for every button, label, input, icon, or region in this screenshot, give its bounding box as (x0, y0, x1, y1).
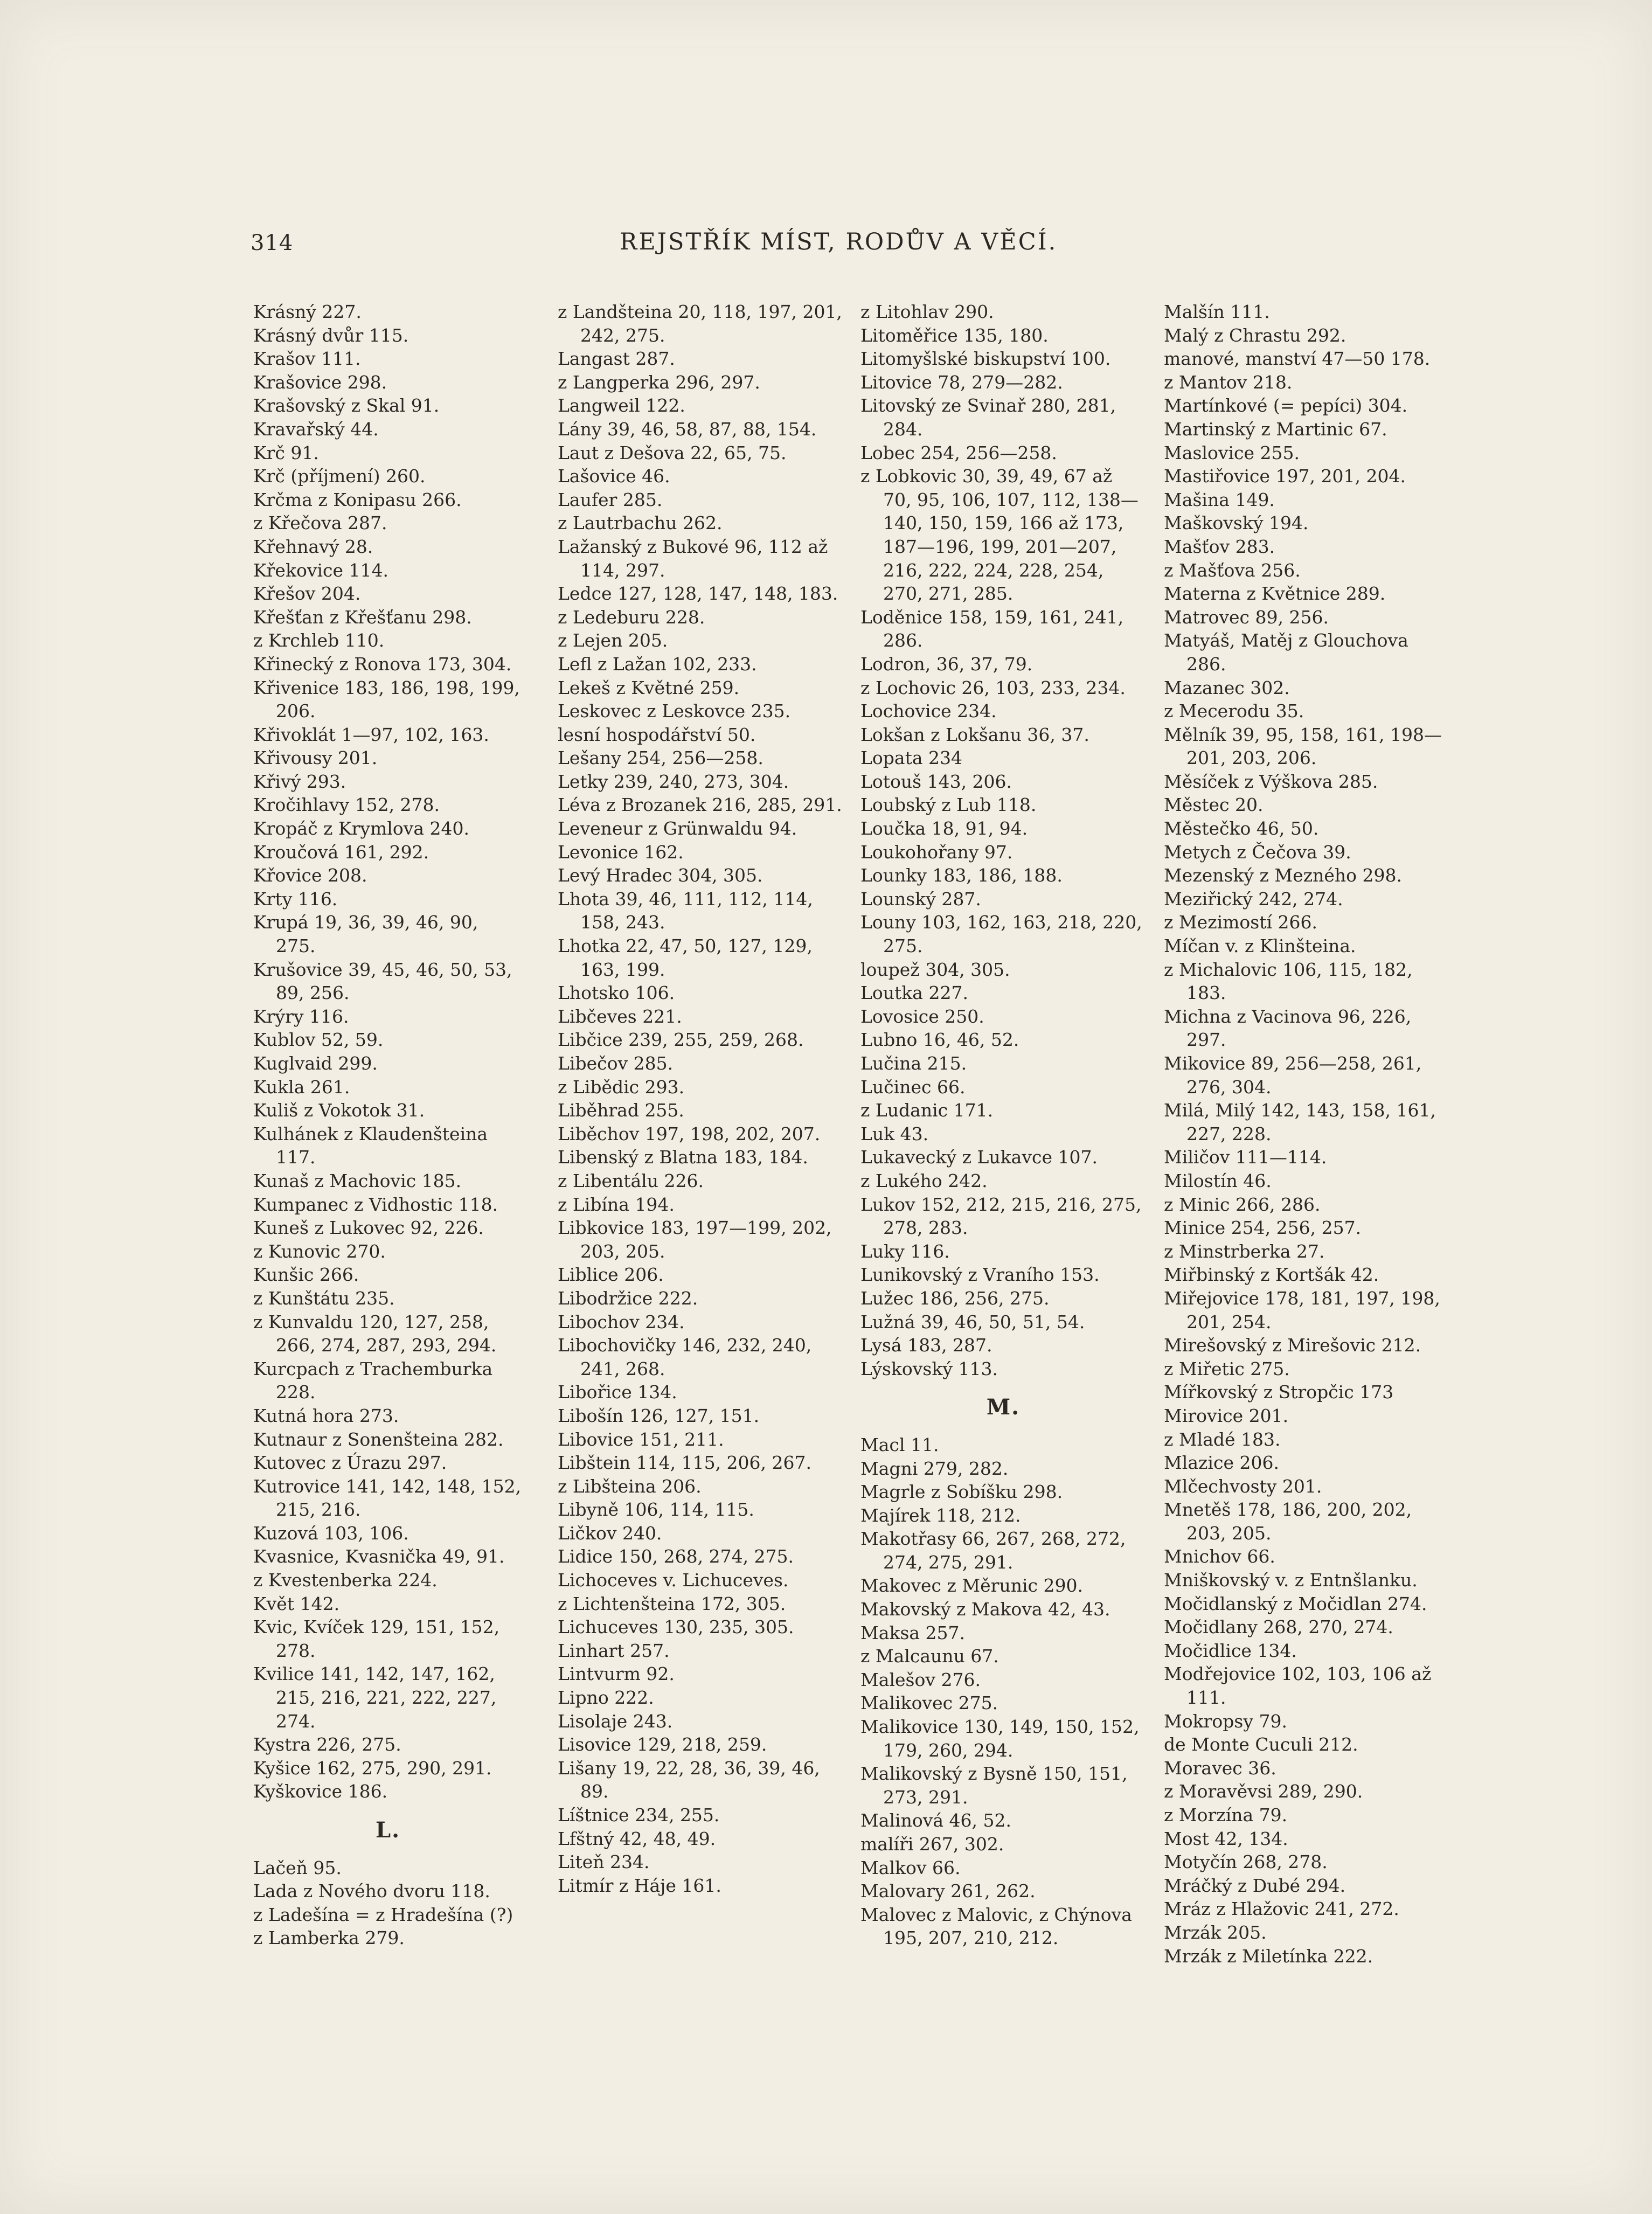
index-entry: z Lamberka 279. (253, 1927, 405, 1949)
index-entry: Kyškovice 186. (253, 1781, 388, 1802)
index-entry: z Mašťova 256. (1164, 559, 1301, 581)
index-entry: z Lichtenšteina 172, 305. (558, 1593, 786, 1614)
index-entry: Loděnice 158, 159, 161, 241, 286. (860, 606, 1124, 651)
index-entry: z Morzína 79. (1164, 1804, 1288, 1826)
index-entry: Lunikovský z Vraního 153. (860, 1264, 1100, 1286)
index-entry: Křovice 208. (253, 865, 367, 886)
index-entry: Luky 116. (860, 1240, 950, 1262)
index-entry: Meziřický 242, 274. (1164, 888, 1343, 910)
index-entry: Libodržice 222. (558, 1287, 698, 1309)
index-entry: Lišany 19, 22, 28, 36, 39, 46, 89. (558, 1757, 820, 1802)
index-entry: Moravec 36. (1164, 1757, 1276, 1779)
index-entry: Magni 279, 282. (860, 1458, 1009, 1479)
index-entry: Louny 103, 162, 163, 218, 220, 275. (860, 912, 1142, 957)
index-entry: Lešany 254, 256—258. (558, 747, 763, 769)
index-entry: Krašov 111. (253, 348, 361, 370)
index-entry: Metych z Čečova 39. (1164, 841, 1351, 863)
index-entry: Lhotsko 106. (558, 982, 675, 1004)
index-entry: Lysá 183, 287. (860, 1335, 992, 1356)
index-entry: Kuneš z Lukovec 92, 226. (253, 1217, 484, 1239)
index-entry: z Libentálu 226. (558, 1170, 704, 1191)
index-entry: Mastiřovice 197, 201, 204. (1164, 466, 1406, 487)
index-entry: Lašovice 46. (558, 466, 670, 487)
index-entry: Městec 20. (1164, 794, 1264, 816)
index-entry: Martínkové (= pepíci) 304. (1164, 395, 1408, 417)
index-entry: Mezenský z Mezného 298. (1164, 865, 1403, 886)
index-entry: Kroučová 161, 292. (253, 841, 429, 863)
index-entry: Magrle z Sobíšku 298. (860, 1481, 1063, 1503)
index-entry: Křekovice 114. (253, 559, 388, 581)
index-entry: Lfštný 42, 48, 49. (558, 1828, 716, 1849)
index-entry: z Miřetic 275. (1164, 1358, 1290, 1379)
index-entry: Kropáč z Krymlova 240. (253, 818, 470, 839)
index-entry: Milostín 46. (1164, 1170, 1272, 1191)
index-entry: Mráčký z Dubé 294. (1164, 1875, 1346, 1896)
index-entry: de Monte Cuculi 212. (1164, 1734, 1358, 1755)
index-entry: Malikovský z Bysně 150, 151, 273, 291. (860, 1763, 1128, 1808)
index-entry: Měsíček z Výškova 285. (1164, 771, 1378, 792)
index-entry: Mokropsy 79. (1164, 1710, 1287, 1732)
index-entry: Litovský ze Svinař 280, 281, 284. (860, 395, 1116, 440)
index-entry: Levonice 162. (558, 841, 684, 863)
index-entry: lesní hospodářství 50. (558, 724, 756, 745)
index-entry: Malý z Chrastu 292. (1164, 324, 1346, 346)
index-entry: Maškovský 194. (1164, 512, 1309, 534)
index-entry: Liblice 206. (558, 1264, 664, 1286)
index-entry: Malkov 66. (860, 1857, 961, 1878)
index-entry: Lefl z Lažan 102, 233. (558, 653, 757, 675)
index-entry: Motyčín 268, 278. (1164, 1851, 1328, 1873)
index-entry: Lada z Nového dvoru 118. (253, 1880, 490, 1902)
index-entry: Malešov 276. (860, 1669, 981, 1690)
index-entry: z Kunštátu 235. (253, 1287, 395, 1309)
index-entry: Malikovice 130, 149, 150, 152, 179, 260, 294. (860, 1716, 1140, 1761)
index-entry: Křešov 204. (253, 583, 361, 605)
index-entry: Kutrovice 141, 142, 148, 152, 215, 216. (253, 1475, 522, 1521)
index-column-3 (860, 300, 1146, 1950)
index-entry: Linhart 257. (558, 1640, 670, 1661)
index-entry: z Libědic 293. (558, 1076, 685, 1098)
index-entry: Libořice 134. (558, 1382, 677, 1403)
index-entry: Mikovice 89, 256—258, 261, 276, 304. (1164, 1053, 1422, 1098)
index-entry: Kunaš z Machovic 185. (253, 1170, 462, 1191)
index-entry: Květ 142. (253, 1593, 340, 1614)
index-entry: Kutnaur z Sonenšteina 282. (253, 1428, 504, 1450)
index-entry: Lintvurm 92. (558, 1663, 675, 1685)
index-entry: Libenský z Blatna 183, 184. (558, 1147, 808, 1168)
index-entry: Maksa 257. (860, 1622, 966, 1643)
index-entry: Miřbinský z Kortšák 42. (1164, 1264, 1379, 1286)
index-entry: Lhota 39, 46, 111, 112, 114, 158, 243. (558, 888, 813, 933)
index-entry: z Mladé 183. (1164, 1428, 1281, 1450)
index-entry: Lačeň 95. (253, 1857, 342, 1878)
index-entry: z Libína 194. (558, 1193, 675, 1215)
index-entry: z Langperka 296, 297. (558, 371, 760, 393)
index-entry: Ličkov 240. (558, 1522, 662, 1544)
index-entry: Liběchov 197, 198, 202, 207. (558, 1123, 821, 1144)
index-entry: Kutovec z Úrazu 297. (253, 1452, 447, 1474)
index-column-1 (253, 300, 523, 1950)
index-entry: Křinecký z Ronova 173, 304. (253, 653, 512, 675)
index-entry: Křivousy 201. (253, 747, 378, 769)
index-entry: Laufer 285. (558, 489, 663, 510)
index-entry: z Křečova 287. (253, 512, 387, 534)
index-entry: Lichuceves 130, 235, 305. (558, 1616, 794, 1638)
index-entry: Loukohořany 97. (860, 841, 1013, 863)
index-entry: Leskovec z Leskovce 235. (558, 700, 791, 722)
index-entry: Martinský z Martinic 67. (1164, 418, 1387, 440)
index-entry: Kuglvaid 299. (253, 1053, 378, 1074)
index-entry: Kurcpach z Trachemburka 228. (253, 1358, 493, 1403)
index-entry: Kutná hora 273. (253, 1405, 399, 1426)
index-entry: z Litohlav 290. (860, 301, 994, 322)
index-entry: Líštnice 234, 255. (558, 1804, 720, 1826)
index-entry: Litoměřice 135, 180. (860, 324, 1049, 346)
index-entry: Mniškovský v. z Entnšlanku. (1164, 1570, 1418, 1591)
index-entry: Lobec 254, 256—258. (860, 442, 1057, 463)
index-entry: Lýskovský 113. (860, 1358, 998, 1379)
index-entry: Krč (příjmení) 260. (253, 466, 426, 487)
index-entry: Křivý 293. (253, 771, 346, 792)
index-entry: Mnichov 66. (1164, 1546, 1275, 1567)
index-entry: z Ladešína = z Hradešína (?) (253, 1904, 513, 1925)
index-entry: Lisolaje 243. (558, 1710, 673, 1732)
index-entry: Makotřasy 66, 267, 268, 272, 274, 275, 291. (860, 1528, 1126, 1573)
index-entry: Močidlice 134. (1164, 1640, 1297, 1661)
index-entry: Křivenice 183, 186, 198, 199, 206. (253, 677, 520, 722)
index-entry: Makovský z Makova 42, 43. (860, 1599, 1110, 1620)
index-entry: Mnetěš 178, 186, 200, 202, 203, 205. (1164, 1499, 1412, 1544)
index-entry: Loutka 227. (860, 982, 968, 1004)
index-entry: Lounky 183, 186, 188. (860, 865, 1063, 886)
index-entry: Langweil 122. (558, 395, 685, 417)
index-entry: Mirešovský z Mirešovic 212. (1164, 1335, 1421, 1356)
index-entry: Loučka 18, 91, 94. (860, 818, 1028, 839)
index-entry: Močidlanský z Močidlan 274. (1164, 1593, 1427, 1614)
index-entry: Mlčechvosty 201. (1164, 1475, 1322, 1497)
index-entry: Maslovice 255. (1164, 442, 1300, 463)
index-entry: Milá, Milý 142, 143, 158, 161, 227, 228. (1164, 1100, 1436, 1144)
index-entry: loupež 304, 305. (860, 959, 1010, 980)
index-entry: Litomyšlské biskupství 100. (860, 348, 1111, 370)
index-entry: z Libšteina 206. (558, 1475, 702, 1497)
index-entry: Leveneur z Grünwaldu 94. (558, 818, 797, 839)
index-entry: Levý Hradec 304, 305. (558, 865, 763, 886)
index-entry: Křivoklát 1—97, 102, 163. (253, 724, 489, 745)
index-entry: z Krchleb 110. (253, 630, 385, 651)
index-column-4 (1164, 300, 1444, 1968)
index-entry: Kyšice 162, 275, 290, 291. (253, 1757, 492, 1779)
index-entry: Kuzová 103, 106. (253, 1522, 409, 1544)
index-entry: Mašina 149. (1164, 489, 1275, 510)
index-entry: Lukavecký z Lukavce 107. (860, 1147, 1098, 1168)
index-entry: Minice 254, 256, 257. (1164, 1217, 1362, 1239)
index-entry: z Landšteina 20, 118, 197, 201, 242, 275. (558, 301, 842, 346)
index-entry: Modřejovice 102, 103, 106 až 111. (1164, 1663, 1432, 1709)
index-entry: Mrzák z Miletínka 222. (1164, 1945, 1373, 1967)
index-entry: Langast 287. (558, 348, 675, 370)
index-entry: Krašovice 298. (253, 371, 387, 393)
index-entry: Kravařský 44. (253, 418, 379, 440)
index-entry: Míčan v. z Klinšteina. (1164, 935, 1356, 957)
index-entry: z Kunovic 270. (253, 1240, 386, 1262)
index-entry: Lipno 222. (558, 1687, 654, 1709)
index-entry: z Lautrbachu 262. (558, 512, 723, 534)
index-entry: Liběhrad 255. (558, 1100, 684, 1121)
index-entry: Lotouš 143, 206. (860, 771, 1012, 792)
index-entry: Lekeš z Květné 259. (558, 677, 740, 698)
index-entry: z Ledeburu 228. (558, 606, 705, 628)
index-entry: Kuliš z Vokotok 31. (253, 1100, 425, 1121)
index-entry: Krupá 19, 36, 39, 46, 90, 275. (253, 912, 478, 957)
index-entry: z Lejen 205. (558, 630, 668, 651)
index-entry: Kvilice 141, 142, 147, 162, 215, 216, 221, 222, 227, 274. (253, 1663, 497, 1732)
index-entry: z Lukého 242. (860, 1170, 988, 1191)
index-entry: Mašťov 283. (1164, 536, 1275, 557)
index-entry: z Minstrberka 27. (1164, 1240, 1325, 1262)
index-entry: Materna z Květnice 289. (1164, 583, 1386, 605)
index-entry: Libovice 151, 211. (558, 1428, 724, 1450)
index-entry: Lochovice 234. (860, 700, 997, 722)
index-entry: Libčice 239, 255, 259, 268. (558, 1029, 804, 1051)
index-entry: Křehnavý 28. (253, 536, 373, 557)
running-head-title: REJSTŘÍK MÍST, RODŮV A VĚCÍ. (620, 228, 1058, 255)
index-entry: Kublov 52, 59. (253, 1029, 384, 1051)
index-entry: Lisovice 129, 218, 259. (558, 1734, 767, 1755)
index-entry: Kulhánek z Klaudenšteina 117. (253, 1123, 488, 1168)
index-entry: manové, manství 47—50 178. (1164, 348, 1431, 370)
index-entry: Krásný dvůr 115. (253, 324, 409, 346)
index-entry: Mrzák 205. (1164, 1921, 1267, 1943)
index-entry: Matyáš, Matěj z Glouchova 286. (1164, 630, 1408, 675)
index-entry: malíři 267, 302. (860, 1834, 1004, 1855)
index-entry: Lány 39, 46, 58, 87, 88, 154. (558, 418, 817, 440)
index-entry: z Kvestenberka 224. (253, 1570, 438, 1591)
index-entry: Litovice 78, 279—282. (860, 371, 1063, 393)
index-entry: Majírek 118, 212. (860, 1504, 1021, 1526)
index-entry: Kvic, Kvíček 129, 151, 152, 278. (253, 1616, 500, 1661)
index-entry: z Mezimostí 266. (1164, 912, 1318, 933)
index-entry: Krásný 227. (253, 301, 362, 322)
index-entry: Mazanec 302. (1164, 677, 1290, 698)
index-entry: Lubno 16, 46, 52. (860, 1029, 1019, 1051)
index-entry: z Lobkovic 30, 39, 49, 67 až 70, 95, 106, 107, 112, 138—140, 150, 159, 166 až 173, 187—196, 199, 201—207, 216, 222, 224, 228, 254, 270, 271, 285. (860, 466, 1139, 605)
index-entry: Michna z Vacinova 96, 226, 297. (1164, 1005, 1412, 1051)
index-entry: z Malcaunu 67. (860, 1646, 999, 1667)
index-entry: Kukla 261. (253, 1076, 350, 1098)
index-entry: z Minic 266, 286. (1164, 1193, 1321, 1215)
index-entry: Městečko 46, 50. (1164, 818, 1319, 839)
index-entry: Léva z Brozanek 216, 285, 291. (558, 794, 842, 816)
index-entry: Lounský 287. (860, 888, 981, 910)
index-entry: Lokšan z Lokšanu 36, 37. (860, 724, 1089, 745)
index-entry: Libčeves 221. (558, 1005, 682, 1027)
index-entry: Lužná 39, 46, 50, 51, 54. (860, 1311, 1085, 1332)
index-entry: Kunšic 266. (253, 1264, 359, 1286)
section-letter-heading: M. (986, 1394, 1021, 1420)
index-entry: z Lochovic 26, 103, 233, 234. (860, 677, 1126, 698)
index-entry: z Moravěvsi 289, 290. (1164, 1781, 1363, 1802)
index-entry: Mlazice 206. (1164, 1452, 1279, 1474)
index-entry: Malinová 46, 52. (860, 1810, 1011, 1831)
index-entry: Lažanský z Bukové 96, 112 až 114, 297. (558, 536, 828, 581)
index-entry: z Michalovic 106, 115, 182, 183. (1164, 959, 1413, 1004)
index-entry: Malikovec 275. (860, 1692, 998, 1714)
index-entry: Lichoceves v. Lichuceves. (558, 1570, 789, 1591)
index-entry: Miřejovice 178, 181, 197, 198, 201, 254. (1164, 1287, 1440, 1332)
index-entry: Libečov 285. (558, 1053, 674, 1074)
index-entry: Kumpanec z Vidhostic 118. (253, 1193, 498, 1215)
index-entry: Luk 43. (860, 1123, 929, 1144)
index-entry: Krty 116. (253, 888, 338, 910)
index-entry: z Mecerodu 35. (1164, 700, 1304, 722)
index-entry: Litmír z Háje 161. (558, 1875, 721, 1896)
index-entry: Krýry 116. (253, 1005, 349, 1027)
index-entry: Lovosice 250. (860, 1005, 984, 1027)
index-entry: Lodron, 36, 37, 79. (860, 653, 1033, 675)
index-entry: Malovary 261, 262. (860, 1880, 1036, 1902)
index-entry: Libochovičky 146, 232, 240, 241, 268. (558, 1335, 812, 1379)
index-entry: Kystra 226, 275. (253, 1734, 401, 1755)
index-entry: Lužec 186, 256, 275. (860, 1287, 1050, 1309)
index-entry: Miličov 111—114. (1164, 1147, 1327, 1168)
index-entry: Liteň 234. (558, 1851, 650, 1873)
index-entry: z Mantov 218. (1164, 371, 1293, 393)
index-entry: Mířkovský z Stropčic 173 (1164, 1382, 1394, 1403)
index-column-2 (558, 300, 846, 1897)
index-entry: Močidlany 268, 270, 274. (1164, 1616, 1393, 1638)
index-entry: Lidice 150, 268, 274, 275. (558, 1546, 794, 1567)
index-entry: Lopata 234 (860, 747, 962, 769)
index-entry: Kvasnice, Kvasnička 49, 91. (253, 1546, 505, 1567)
index-entry: Libochov 234. (558, 1311, 685, 1332)
index-entry: Loubský z Lub 118. (860, 794, 1037, 816)
page-number: 314 (251, 231, 294, 255)
section-letter-heading: L. (375, 1817, 401, 1843)
index-entry: Most 42, 134. (1164, 1828, 1288, 1849)
index-entry: z Kunvaldu 120, 127, 258, 266, 274, 287, 293, 294. (253, 1311, 497, 1356)
index-entry: z Ludanic 171. (860, 1100, 994, 1121)
index-entry: Lhotka 22, 47, 50, 127, 129, 163, 199. (558, 935, 813, 980)
index-entry: Malšín 111. (1164, 301, 1270, 322)
index-entry: Krušovice 39, 45, 46, 50, 53, 89, 256. (253, 959, 512, 1004)
index-entry: Libkovice 183, 197—199, 202, 203, 205. (558, 1217, 832, 1262)
index-entry: Krašovský z Skal 91. (253, 395, 440, 417)
index-entry: Matrovec 89, 256. (1164, 606, 1329, 628)
index-entry: Krč 91. (253, 442, 319, 463)
index-entry: Mráz z Hlažovic 241, 272. (1164, 1898, 1399, 1920)
index-entry: Macl 11. (860, 1434, 939, 1455)
index-entry: Krčma z Konipasu 266. (253, 489, 462, 510)
index-entry: Letky 239, 240, 273, 304. (558, 771, 789, 792)
index-entry: Laut z Dešova 22, 65, 75. (558, 442, 787, 463)
index-entry: Mirovice 201. (1164, 1405, 1289, 1426)
index-entry: Malovec z Malovic, z Chýnova 195, 207, 210, 212. (860, 1904, 1132, 1949)
index-entry: Libštein 114, 115, 206, 267. (558, 1452, 811, 1474)
index-entry: Mělník 39, 95, 158, 161, 198—201, 203, 206. (1164, 724, 1442, 769)
index-entry: Libyně 106, 114, 115. (558, 1499, 754, 1521)
index-entry: Křešťan z Křešťanu 298. (253, 606, 472, 628)
index-entry: Lukov 152, 212, 215, 216, 275, 278, 283. (860, 1193, 1142, 1239)
index-entry: Lučinec 66. (860, 1076, 966, 1098)
index-entry: Ledce 127, 128, 147, 148, 183. (558, 583, 838, 605)
index-entry: Lučina 215. (860, 1053, 967, 1074)
index-entry: Libošín 126, 127, 151. (558, 1405, 760, 1426)
index-entry: Makovec z Měrunic 290. (860, 1575, 1083, 1597)
index-entry: Kročihlavy 152, 278. (253, 794, 440, 816)
